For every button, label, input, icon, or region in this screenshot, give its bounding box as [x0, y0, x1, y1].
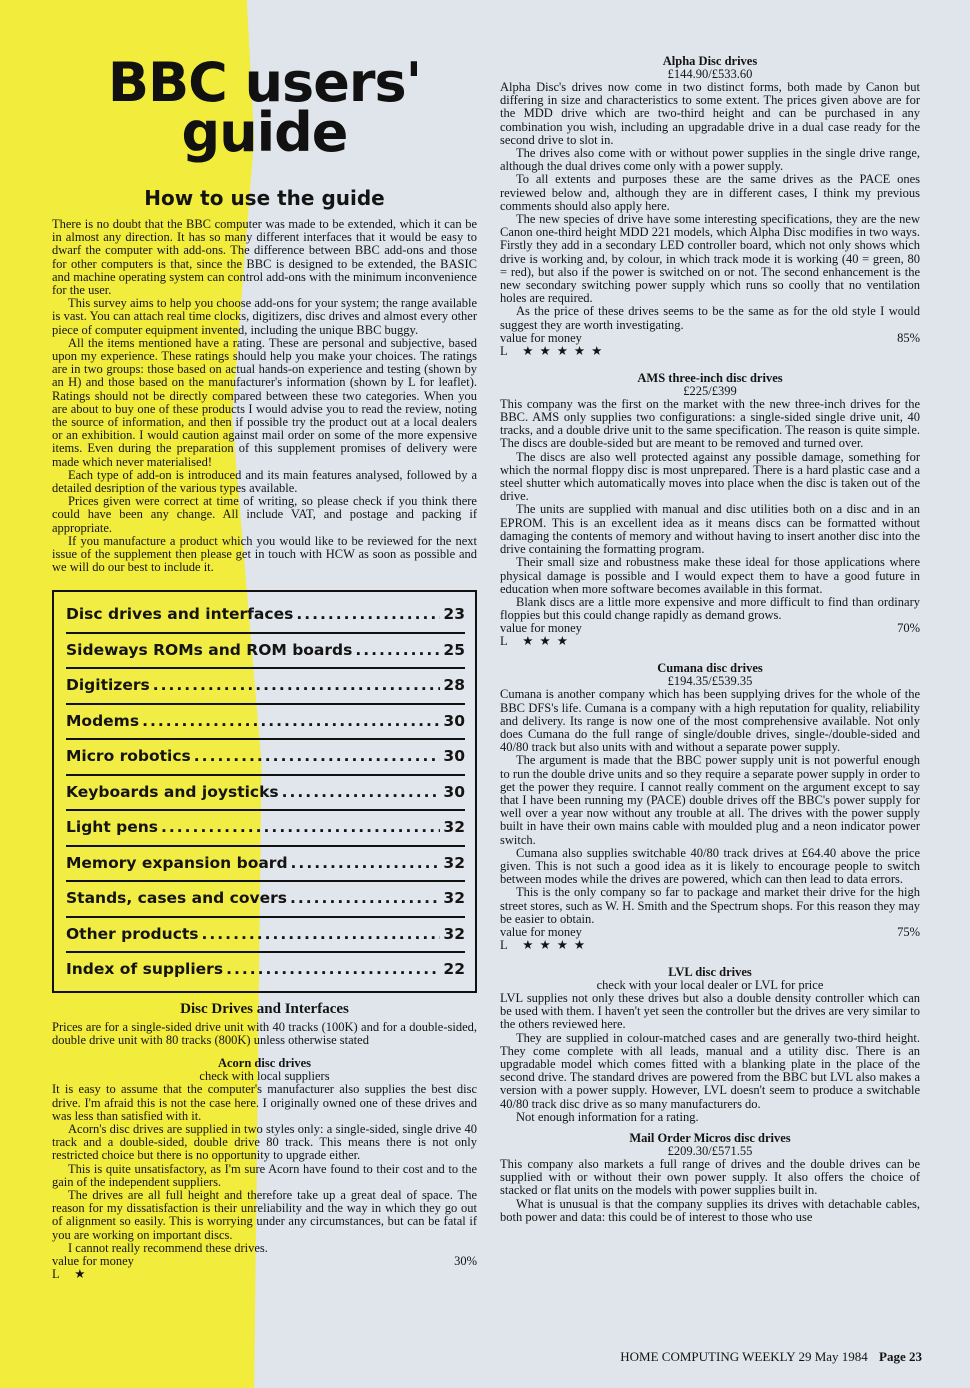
toc-page: 28: [443, 676, 465, 695]
value-label: value for money: [500, 621, 582, 636]
entry-paragraph: As the price of these drives seems to be the same as for the old style I would suggest they are worth investigating.: [500, 304, 920, 332]
entry-paragraph: This company also markets a full range of drives and the double drives can be supplied with or without their own power supply. It also offers the choice of stacked or flat units on the models with power supplies built in.: [500, 1157, 920, 1198]
toc-row-index-suppliers[interactable]: [66, 953, 465, 987]
entry-paragraph: The argument is made that the BBC power supply unit is not powerful enough to run the double drive units and so they require a separate power supply in order to get the power they require. I cannot really comment on the argument except to say that I have been running my (PACE) double drives off the BBC's power supply for well over a year now without any trouble at all. The drives with the power supply built in have their own mains cable with moulded plug and a neon indicator power switch.: [500, 753, 920, 847]
toc-page: 32: [443, 889, 465, 908]
guide-title: [52, 51, 477, 164]
toc-row-sideways-roms[interactable]: [66, 634, 465, 670]
toc-page: 32: [443, 853, 465, 872]
rating-type: L: [500, 634, 508, 649]
entry-title: LVL disc drives: [668, 964, 752, 979]
entry-paragraph: The drives are all full height and therefore take up a great deal of space. The reason for my dissatisfaction is their unreliability and the way in which they go out of alignment so easily. This is worrying under any circumstances, but can be fatal if you are working on important discs.: [52, 1188, 477, 1242]
toc-row-modems[interactable]: [66, 705, 465, 741]
entry-price: £225/£399: [683, 383, 737, 398]
toc-label: Micro robotics: [66, 747, 191, 766]
entry-paragraph: Not enough information for a rating.: [516, 1109, 699, 1124]
toc-row-stands-cases[interactable]: [66, 882, 465, 918]
entry-price: check with your local dealer or LVL for price: [596, 977, 824, 992]
entry-price: £194.35/£539.35: [667, 674, 753, 689]
toc-label: Sideways ROMs and ROM boards: [66, 640, 353, 659]
intro-paragraph: This survey aims to help you choose add-ons for your system; the range available is vast. You can attach real time clocks, digitizers, disc drives and almost every other piece of computer equipment invented, including the unique BBC buggy.: [52, 296, 477, 337]
entry-acorn: [52, 1057, 477, 1281]
toc-page: 23: [443, 605, 465, 624]
rating: [500, 635, 920, 648]
toc-page: 22: [443, 960, 465, 979]
star-rating-icon: ★★★★: [522, 937, 592, 952]
how-to-use-heading: How to use the guide: [144, 186, 385, 210]
intro-paragraph: If you manufacture a product which you would like to be reviewed for the next issue of the supplement then please get in touch with HCW as soon as possible and we will do our best to include it.: [52, 533, 477, 575]
star-rating-icon: ★: [74, 1267, 92, 1282]
value-label: value for money: [500, 924, 582, 939]
rating-type: L: [52, 1267, 60, 1282]
entry-paragraph: To all extents and purposes these are the same drives as the PACE ones reviewed below and, although they are in different cases, I think my previous comments should also apply here.: [500, 172, 920, 213]
intro-paragraph: Each type of add-on is introduced and its main features analysed, followed by a detailed desription of the various types available.: [52, 467, 477, 496]
star-rating-icon: ★★★: [522, 634, 574, 649]
entry-paragraph: Cumana is another company which has been supplying drives for the whole of the BBC DFS's life. Cumana is a company with a high reputation for quality, reliability and delivery. Its range is now one of the most comprehensive available. Not only does Cumana do the full range of single/double drives, single-/double-sided and 40/80 track but also units with and without a separate power supply.: [500, 687, 920, 755]
table-of-contents: [52, 590, 477, 993]
page-footer: [620, 1349, 922, 1365]
toc-leader-dots: [194, 740, 441, 774]
value-label: value for money: [52, 1254, 134, 1269]
toc-leader-dots: [291, 847, 441, 881]
intro-paragraph: Prices given were correct at time of writing, so please check if you think there could have been any change. All include VAT, and postage and packing if appropriate.: [52, 494, 477, 535]
entry-ams: [500, 372, 920, 648]
value-percent: 70%: [897, 621, 920, 636]
entry-paragraph: LVL supplies not only these drives but also a double density controller which can be used with them. I haven't yet seen the controller but the drives are very similar to the others reviewed here.: [500, 990, 920, 1032]
entry-title: Mail Order Micros disc drives: [629, 1131, 791, 1145]
rating-type: L: [500, 343, 508, 358]
rating: [500, 345, 920, 358]
entry-paragraph: Cumana also supplies switchable 40/80 track drives at £64.40 above the price given. This is not such a good idea as it is likely to encourage people to switch between modes while the drives are powered, which can then lead to data errors.: [500, 845, 920, 887]
entry-paragraph: What is unusual is that the company supplies its drives with detachable cables, both power and data: this could be of interest to those who use: [500, 1196, 920, 1224]
entry-title: AMS three-inch disc drives: [637, 370, 783, 385]
toc-leader-dots: [296, 598, 440, 632]
toc-row-memory-expansion[interactable]: [66, 847, 465, 883]
entry-paragraph: This is quite unsatisfactory, as I'm sure Acorn have found to their cost and to the gain of the independent suppliers.: [52, 1161, 477, 1189]
entry-price: £209.30/£571.55: [667, 1144, 753, 1158]
rating-type: L: [500, 937, 508, 952]
toc-label: Memory expansion board: [66, 853, 288, 872]
publication-line: HOME COMPUTING WEEKLY 29 May 1984: [620, 1349, 868, 1364]
rating: [500, 939, 920, 952]
right-column: [500, 55, 920, 1224]
entry-paragraph: The units are supplied with manual and disc utilities both on a disc and in an EPROM. This is an excellent idea as it means discs can be formatted without damaging the contents of memory and without having to insert another disc into the drive containing the formatting program.: [500, 502, 920, 557]
entry-lvl: [500, 966, 920, 1124]
value-percent: 30%: [454, 1254, 477, 1269]
intro-paragraph: There is no doubt that the BBC computer was made to be extended, which it can be in almost any direction. It has so many different interfaces that it would be easy to dwarf the computer with add-ons. The difference between BBC add-ons and those for other computers is that, since the BBC is designed to be extended, the BASIC and machine operating system can control add-ons with the minimum inconvenience for the user.: [52, 217, 477, 298]
entry-paragraph: The new species of drive have some interesting specifications, they are the new Canon one-third height MDD 221 models, which Alpha Disc modifies in two ways. Firstly they add in a secondary LED controller board, which not only shows which drive is working and, by colour, in which track mode it is working (40 = green, 80 = red), but also if the power is switched on or not. The second enhancement is the new secondary switching power supply which runs so coolly that no ventilation holes are required.: [500, 212, 920, 306]
toc-row-micro-robotics[interactable]: [66, 740, 465, 776]
entry-cumana: [500, 662, 920, 952]
guide-title-line1: BBC users': [107, 51, 422, 114]
left-column: [52, 51, 477, 1295]
entry-alpha-disc: [500, 55, 920, 358]
value-label: value for money: [500, 330, 582, 345]
toc-row-keyboards[interactable]: [66, 776, 465, 812]
toc-page: 30: [443, 711, 465, 730]
section-heading-disc-drives: Disc Drives and Interfaces: [180, 1000, 349, 1017]
toc-label: Index of suppliers: [66, 960, 224, 979]
entry-title: Acorn disc drives: [217, 1056, 312, 1071]
value-for-money: [500, 332, 920, 345]
value-for-money: [52, 1255, 477, 1268]
toc-label: Keyboards and joysticks: [66, 782, 279, 801]
toc-leader-dots: [226, 953, 440, 987]
entry-paragraph: Alpha Disc's drives now come in two distinct forms, both made by Canon but differing in size and characteristics to some extent. The prices given above are for the MDD drive which are two-third height and can be purchased in any combination you wish, including an upgradable drive in a dual case ready for the second drive to slot in.: [500, 80, 920, 147]
entry-paragraph: Acorn's disc drives are supplied in two styles only: a single-sided, single drive 40 track and a double-sided, double drive 80 track. This means there is not only restricted choice but there is no opportunity to upgrade either.: [52, 1122, 477, 1163]
intro-text: [52, 218, 477, 574]
entry-title: Cumana disc drives: [657, 661, 763, 676]
value-percent: 75%: [897, 924, 920, 939]
toc-row-light-pens[interactable]: [66, 811, 465, 847]
toc-leader-dots: [142, 705, 440, 739]
toc-row-digitizers[interactable]: [66, 669, 465, 705]
toc-leader-dots: [153, 669, 441, 703]
toc-page: 25: [443, 640, 465, 659]
entry-title: Alpha Disc drives: [662, 54, 758, 68]
entry-paragraph: The discs are also well protected against any possible damage, something for which the normal floppy disc is most unprepared. There is a hard plastic case and a steel shutter which automatically moves into place when the disc is taken out of the drive.: [500, 449, 920, 504]
toc-label: Stands, cases and covers: [66, 889, 287, 908]
toc-label: Disc drives and interfaces: [66, 605, 294, 624]
entry-paragraph: They are supplied in colour-matched cases and are generally two-third height. They come complete with all leads, manual and a utility disc. There is an upgradable model which comes fitted with a blanking plate in the place of the second drive. The standard drives are powered from the BBC but LVL also makes a version with a power supply. However, LVL doesn't seem to produce a switchable 40/80 track disc drive as so many manufacturers do.: [500, 1030, 920, 1111]
toc-leader-dots: [161, 811, 440, 845]
entry-paragraph: I cannot really recommend these drives.: [68, 1240, 268, 1255]
entry-price: check with local suppliers: [199, 1069, 330, 1084]
guide-title-line2: guide: [181, 101, 348, 164]
toc-page: 32: [443, 818, 465, 837]
toc-label: Other products: [66, 924, 199, 943]
page-number: Page 23: [879, 1349, 922, 1364]
toc-leader-dots: [202, 918, 441, 952]
value-percent: 85%: [897, 330, 920, 345]
entry-paragraph: This is the only company so far to package and market their drive for the high street stores, such as W. H. Smith and the Spectrum shops. For this reason they may be easier to obtain.: [500, 885, 920, 926]
toc-leader-dots: [290, 882, 440, 916]
toc-label: Modems: [66, 711, 140, 730]
toc-label: Digitizers: [66, 676, 150, 695]
toc-row-disc-drives[interactable]: [66, 598, 465, 634]
entry-mail-order-micros: [500, 1132, 920, 1224]
toc-row-other-products[interactable]: [66, 918, 465, 954]
toc-label: Light pens: [66, 818, 158, 837]
entry-price: £144.90/£533.60: [667, 67, 753, 81]
intro-paragraph: All the items mentioned have a rating. These are personal and subjective, based upon my experience. These ratings should help you make your choices. The ratings are in two groups: those based on actual hands-on experience and testing (shown by an H) and those based on the manufacturer's information (shown by L for leaflet). Ratings should not be directly compared between these two categories. When you are about to buy one of these products I would advise you to read the review, noting the source of information, and then if possible try the product out at a local dealers or an exhibition. I would caution against mail order on some of the more expensive items. Even during the preparation of this supplement promises of delivery were made which never materialised!: [52, 335, 477, 469]
toc-leader-dots: [355, 634, 440, 668]
entry-paragraph: It is easy to assume that the computer's manufacturer also supplies the best disc drive. I'm afraid this is not the case here. I originally owned one of these drives and was less than satisfied with it.: [52, 1082, 477, 1123]
toc-page: 32: [443, 924, 465, 943]
entry-paragraph: This company was the first on the market with the new three-inch drives for the BBC. AMS only supplies two configurations: a single-sided single drive unit, 40 tracks, and a double drive unit to the same specification. The reason is quite simple. The discs are double-sided but are meant to be removed and turned over.: [500, 396, 920, 451]
star-rating-icon: ★★★★★: [522, 343, 609, 358]
toc-leader-dots: [282, 776, 441, 810]
toc-page: 30: [443, 782, 465, 801]
entry-paragraph: The drives also come with or without power supplies in the single drive range, although the dual drives come only with a power supply.: [500, 146, 920, 174]
section-intro: Prices are for a single-sided drive unit with 40 tracks (100K) and for a double-sided, double drive unit with 80 tracks (800K) unless otherwise stated: [52, 1019, 477, 1048]
rating: [52, 1268, 477, 1281]
entry-paragraph: Their small size and robustness make these ideal for those applications where physical damage is possible and I would expect them to have a good future in education when more software becomes available in this format.: [500, 555, 920, 596]
entry-paragraph: Blank discs are a little more expensive and more difficult to find than ordinary floppies but this could change rapidly as demand grows.: [500, 594, 920, 623]
toc-page: 30: [443, 747, 465, 766]
